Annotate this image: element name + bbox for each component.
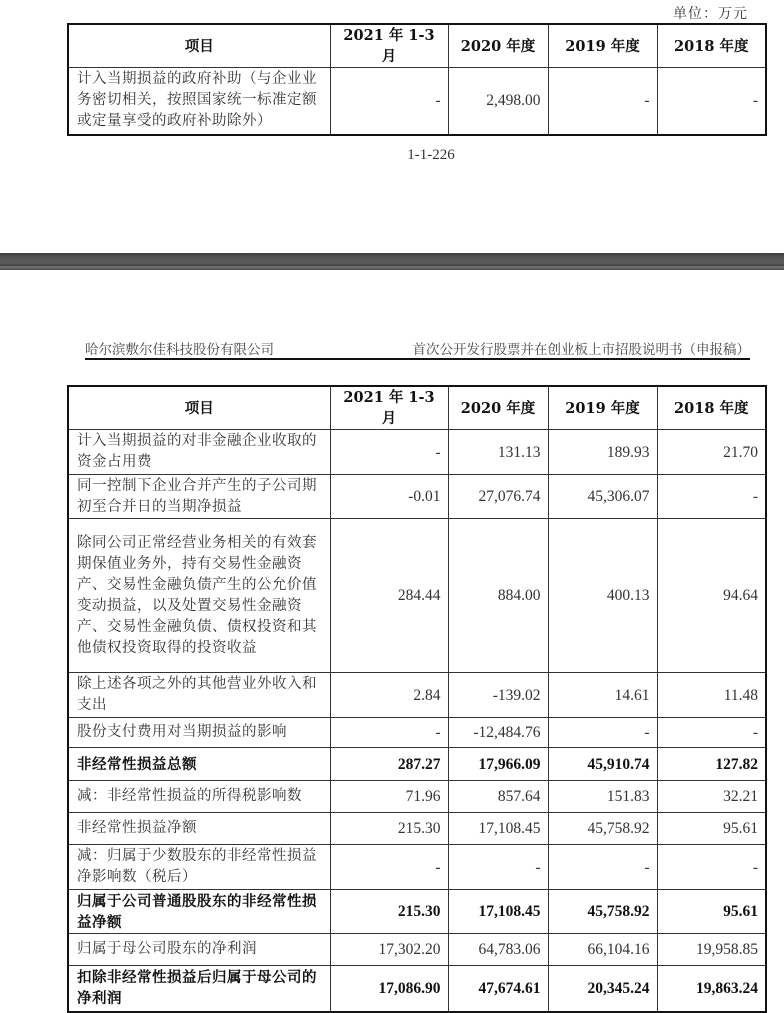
row-item-label: 除同公司正常经营业务相关的有效套期保值业务外，持有交易性金融资产、交易性金融负债产生的公允价值变动损益，以及处置交易性金融资产、交易性金融负债、债权投资和其他债权投资取得的投资收益 <box>68 519 330 673</box>
row-item-label: 同一控制下企业合并产生的子公司期初至合并日的当期净损益 <box>68 475 330 519</box>
header-2021q1: 2021 年 1-3 月 <box>330 386 448 430</box>
table-row <box>68 966 766 1012</box>
cell-2021q1: 17,302.20 <box>330 934 448 966</box>
header-2020: 2020 年度 <box>448 386 548 430</box>
row-item-label: 减：归属于少数股东的非经常性损益净影响数（税后） <box>68 845 330 890</box>
row-item-label: 扣除非经常性损益后归属于母公司的净利润 <box>68 966 330 1012</box>
cell-2018: - <box>657 475 766 519</box>
cell-2020: - <box>448 845 548 890</box>
cell-2021q1: 215.30 <box>330 890 448 934</box>
cell-2020: 2,498.00 <box>448 68 548 135</box>
row-item-label: 除上述各项之外的其他营业外收入和支出 <box>68 673 330 718</box>
header-item: 项目 <box>68 386 330 430</box>
cell-2019: 45,910.74 <box>548 748 657 781</box>
table-row <box>68 673 766 718</box>
cell-2019: 20,345.24 <box>548 966 657 1012</box>
cell-2018: 19,863.24 <box>657 966 766 1012</box>
row-item-label: 归属于母公司股东的净利润 <box>68 934 330 966</box>
cell-2019: 14.61 <box>548 673 657 718</box>
non-recurring-gains-losses-table <box>67 385 767 1013</box>
cell-2021q1: 284.44 <box>330 519 448 673</box>
cell-2018: 95.61 <box>657 890 766 934</box>
table-row <box>68 430 766 475</box>
cell-2021q1: 17,086.90 <box>330 966 448 1012</box>
cell-2020: -12,484.76 <box>448 718 548 748</box>
unit-label: 单位：万元 <box>673 6 748 22</box>
header-2019: 2019 年度 <box>548 386 657 430</box>
cell-2019: 151.83 <box>548 781 657 813</box>
table-row <box>68 519 766 673</box>
cell-2019: 400.13 <box>548 519 657 673</box>
cell-2019: 45,758.92 <box>548 890 657 934</box>
page-number: 1-1-226 <box>407 147 455 163</box>
cell-2020: 17,108.45 <box>448 813 548 845</box>
cell-2019: 45,306.07 <box>548 475 657 519</box>
page-break-separator <box>0 253 784 270</box>
cell-2018: 95.61 <box>657 813 766 845</box>
cell-2018: - <box>657 68 766 135</box>
cell-2020: 131.13 <box>448 430 548 475</box>
table-header-row <box>68 386 766 430</box>
cell-2018: - <box>657 845 766 890</box>
table-header-row <box>68 24 766 68</box>
document-running-header <box>85 336 750 360</box>
header-2018: 2018 年度 <box>657 386 766 430</box>
header-2020: 2020 年度 <box>448 24 548 68</box>
cell-2018: 19,958.85 <box>657 934 766 966</box>
table-row <box>68 748 766 781</box>
row-item-label: 非经常性损益净额 <box>68 813 330 845</box>
table-row <box>68 475 766 519</box>
cell-2021q1: - <box>330 68 448 135</box>
table-row <box>68 68 766 135</box>
row-item-label: 计入当期损益的政府补助（与企业业务密切相关，按照国家统一标准定额或定量享受的政府补助除外） <box>68 68 330 135</box>
row-item-label: 股份支付费用对当期损益的影响 <box>68 718 330 748</box>
cell-2020: 17,966.09 <box>448 748 548 781</box>
cell-2019: - <box>548 718 657 748</box>
government-subsidy-table <box>67 23 767 136</box>
cell-2018: 11.48 <box>657 673 766 718</box>
cell-2020: 27,076.74 <box>448 475 548 519</box>
cell-2019: - <box>548 845 657 890</box>
cell-2020: -139.02 <box>448 673 548 718</box>
table-row <box>68 934 766 966</box>
header-2021q1: 2021 年 1-3 月 <box>330 24 448 68</box>
cell-2021q1: 215.30 <box>330 813 448 845</box>
cell-2020: 884.00 <box>448 519 548 673</box>
cell-2018: 94.64 <box>657 519 766 673</box>
header-item: 项目 <box>68 24 330 68</box>
row-item-label: 非经常性损益总额 <box>68 748 330 781</box>
header-2019: 2019 年度 <box>548 24 657 68</box>
company-name: 哈尔滨敷尔佳科技股份有限公司 <box>85 342 274 358</box>
cell-2020: 17,108.45 <box>448 890 548 934</box>
cell-2018: 32.21 <box>657 781 766 813</box>
cell-2020: 857.64 <box>448 781 548 813</box>
cell-2018: 21.70 <box>657 430 766 475</box>
row-item-label: 减：非经常性损益的所得税影响数 <box>68 781 330 813</box>
table-row <box>68 890 766 934</box>
header-2018: 2018 年度 <box>657 24 766 68</box>
cell-2019: 66,104.16 <box>548 934 657 966</box>
cell-2019: 45,758.92 <box>548 813 657 845</box>
table-row <box>68 813 766 845</box>
row-item-label: 归属于公司普通股股东的非经常性损益净额 <box>68 890 330 934</box>
cell-2021q1: - <box>330 430 448 475</box>
table-row <box>68 781 766 813</box>
cell-2021q1: 287.27 <box>330 748 448 781</box>
cell-2021q1: - <box>330 718 448 748</box>
table-row <box>68 718 766 748</box>
cell-2021q1: 71.96 <box>330 781 448 813</box>
cell-2020: 64,783.06 <box>448 934 548 966</box>
cell-2021q1: - <box>330 845 448 890</box>
table-row <box>68 845 766 890</box>
cell-2018: 127.82 <box>657 748 766 781</box>
cell-2018: - <box>657 718 766 748</box>
row-item-label: 计入当期损益的对非金融企业收取的资金占用费 <box>68 430 330 475</box>
cell-2020: 47,674.61 <box>448 966 548 1012</box>
cell-2019: - <box>548 68 657 135</box>
cell-2021q1: -0.01 <box>330 475 448 519</box>
cell-2021q1: 2.84 <box>330 673 448 718</box>
cell-2019: 189.93 <box>548 430 657 475</box>
document-title: 首次公开发行股票并在创业板上市招股说明书（申报稿） <box>412 342 750 358</box>
